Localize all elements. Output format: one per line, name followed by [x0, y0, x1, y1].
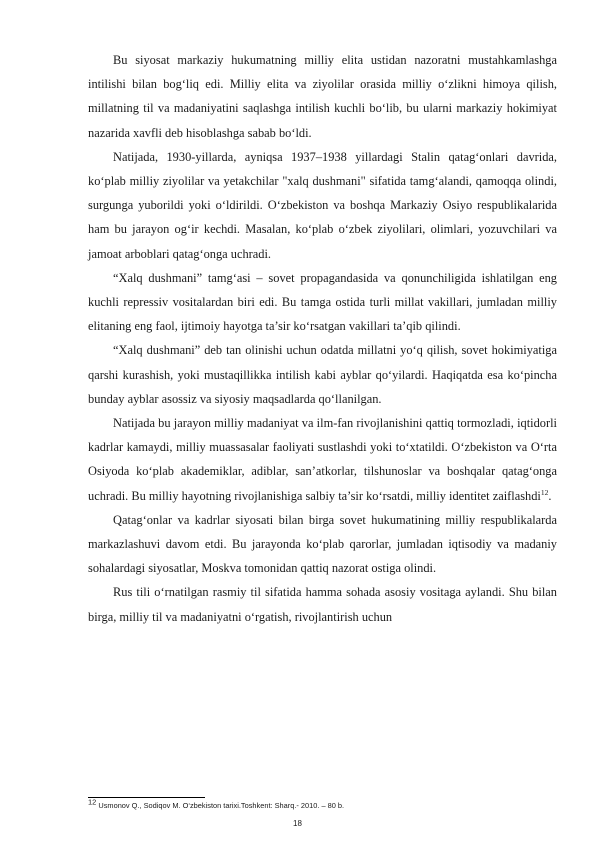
- footnote-12: [88, 797, 557, 810]
- paragraph-1: Bu siyosat markaziy hukumatning milliy elita ustidan nazoratni mustahkamlashga intilishi bilan bog‘liq edi. Milliy elita va ziyolilar orasida milliy o‘zlikni himoya qilish, millatning til va madaniyatini saqlashga intilish kuchli bo‘lib, bu ularni markaziy hokimiyat nazarida xavfli deb hisoblashga sabab bo‘ldi.: [88, 53, 557, 140]
- paragraph-5-end: .: [548, 488, 552, 503]
- document-body: [88, 48, 557, 629]
- footnote-separator: [88, 797, 205, 798]
- paragraph-3: “Xalq dushmani” tamg‘asi – sovet propagandasida va qonunchiligida ishlatilgan eng kuchli repressiv vositalardan biri edi. Bu tamga ostida turli millat vakillari, jumladan milliy elitaning eng faol, ijtimoiy hayotga ta’sir ko‘rsatgan vakillari ta’qib qilindi.: [88, 270, 557, 334]
- footnote-area: [88, 797, 557, 810]
- paragraph-5: [88, 411, 557, 508]
- paragraph-6: Qatag‘onlar va kadrlar siyosati bilan birga sovet hukumatining milliy respublikalarda markazlashuvi davom etdi. Bu jarayonda ko‘plab qarorlar, jumladan iqtisodiy va madaniy sohalardagi siyosatlar, Moskva tomonidan qattiq nazorat ostiga olindi.: [88, 512, 557, 576]
- paragraph-4: “Xalq dushmani” deb tan olinishi uchun odatda millatni yo‘q qilish, sovet hokimiyatiga qarshi kurashish, yoki mustaqillikka intilish kabi ayblar qo‘yilardi. Haqiqatda esa ko‘pincha bunday ayblar asossiz va siyosiy maqsadlarda qo‘llanilgan.: [88, 343, 557, 406]
- footnote-reference[interactable]: 12: [540, 487, 549, 497]
- page-number: 18: [293, 819, 302, 828]
- footnote-text: Usmonov Q., Sodiqov M. O‘zbekiston tarixi.Toshkent: Sharq.- 2010. – 80 b.: [96, 801, 345, 810]
- paragraph-7: Rus tili o‘rnatilgan rasmiy til sifatida hamma sohada asosiy vositaga aylandi. Shu bilan birga, milliy til va madaniyatni o‘rgatish, rivojlantirish uchun: [88, 585, 557, 624]
- paragraph-2: Natijada, 1930-yillarda, ayniqsa 1937–1938 yillardagi Stalin qatag‘onlari davrida, ko‘plab milliy ziyolilar va yetakchilar "xalq dushmani" sifatida tamg‘alandi, qamoqqa olindi, surgunga yuborildi yoki o‘ldirildi. O‘zbekiston va boshqa Markaziy Osiyo respublikalarida ham bu jarayon og‘ir kechdi. Masalan, ko‘plab o‘zbek ziyolilari, olimlari, yozuvchilari va jamoat arboblari qatag‘onga uchradi.: [88, 149, 557, 261]
- footnote-number: 12: [88, 797, 97, 807]
- paragraph-5-text: Natijada bu jarayon milliy madaniyat va ilm-fan rivojlanishini qattiq tormozladi, iqtidorli kadrlar kamaydi, milliy muassasalar faoliyati sustlashdi yoki to‘xtatildi. O‘zbekiston va O‘rta Osiyoda ko‘plab akademiklar, adiblar, san’atkorlar, tilshunoslar va boshqalar qatag‘onga uchradi. Bu milliy hayotning rivojlanishiga salbiy ta’sir ko‘rsatdi, milliy identitet zaiflashdi: [88, 416, 557, 503]
